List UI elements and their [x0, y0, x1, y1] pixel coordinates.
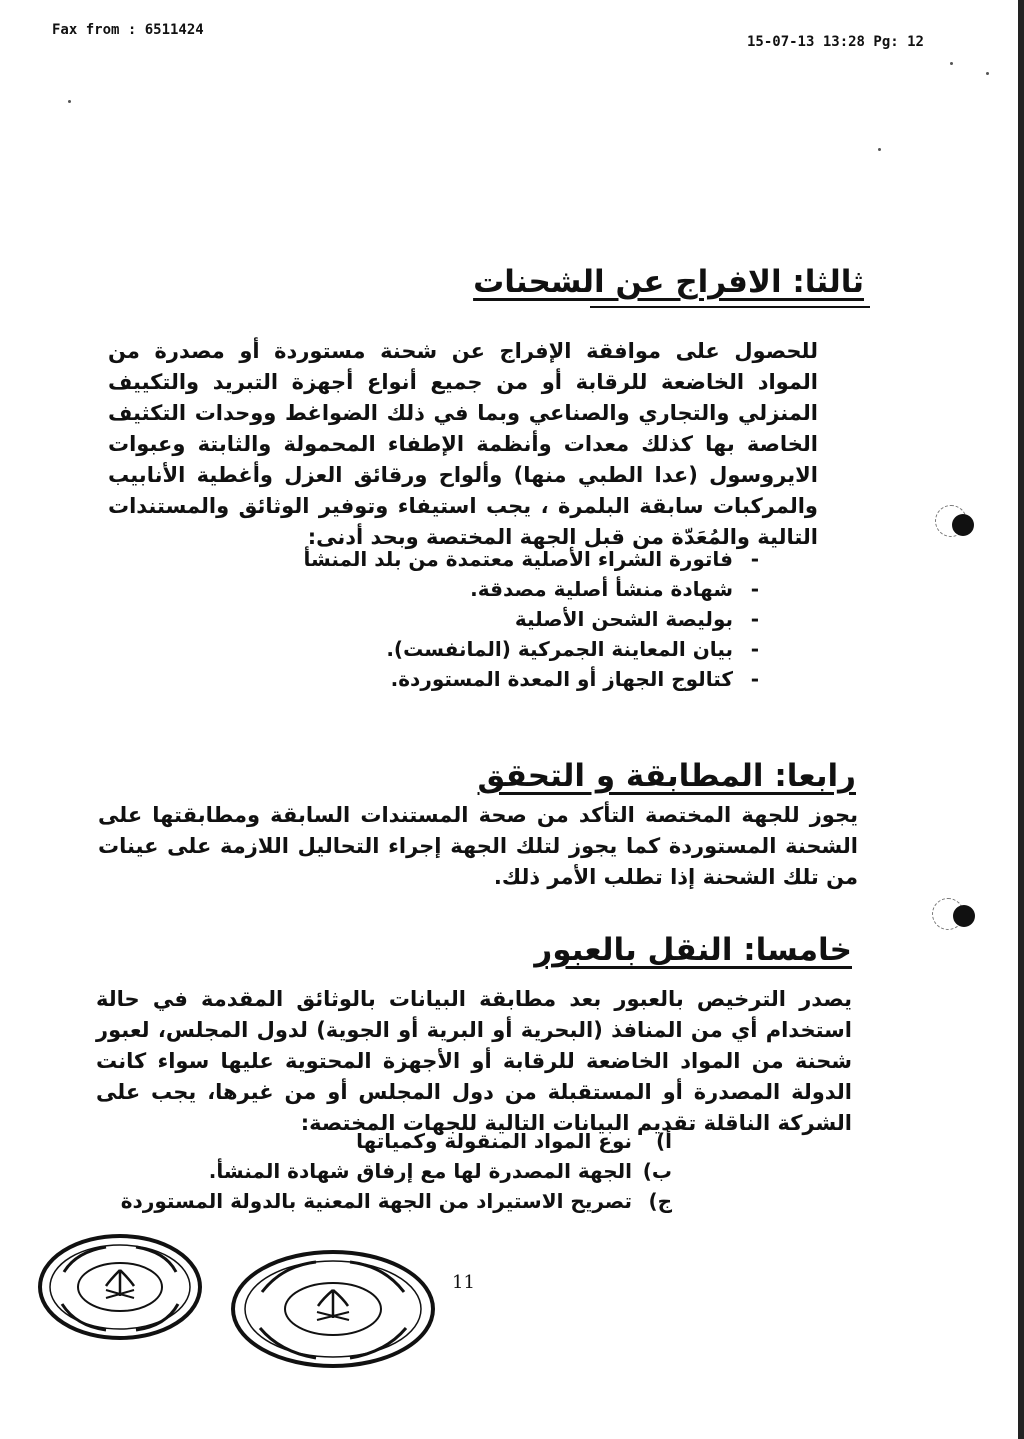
fax-from: Fax from : 6511424 — [52, 22, 204, 38]
section4-heading: رابعا: المطابقة و التحقق — [477, 758, 856, 794]
list-item: -فاتورة الشراء الأصلية معتمدة من بلد المنشأ — [303, 547, 759, 571]
section3-document-list — [239, 544, 759, 694]
punch-hole — [953, 905, 975, 927]
list-item: -كتالوج الجهاز أو المعدة المستوردة. — [390, 667, 759, 691]
scan-edge — [1018, 0, 1024, 1439]
section5-heading: خامسا: النقل بالعبور — [534, 932, 852, 968]
section5-data-list — [120, 1126, 672, 1216]
fax-datetime-page: 15-07-13 13:28 Pg: 12 — [746, 34, 924, 50]
list-item: ب)الجهة المصدرة لها مع إرفاق شهادة المنشأ. — [208, 1159, 672, 1183]
punch-hole — [952, 514, 974, 536]
fax-header — [52, 22, 924, 50]
page-number: 11 — [452, 1272, 475, 1293]
list-item: -شهادة منشأ أصلية مصدقة. — [470, 577, 759, 601]
section3-rule — [590, 306, 870, 308]
section4-paragraph: يجوز للجهة المختصة التأكد من صحة المستندات السابقة ومطابقتها على الشحنة المستوردة كما يجوز لتلك الجهة إجراء التحاليل اللازمة على عينات من تلك الشحنة إذا تطلب الأمر ذلك. — [98, 803, 858, 889]
scan-speck — [986, 72, 989, 75]
list-item: أ)نوع المواد المنقولة وكمياتها — [356, 1129, 672, 1153]
list-item: -بوليصة الشحن الأصلية — [514, 607, 759, 631]
scan-speck — [950, 62, 953, 65]
official-seal-left — [36, 1232, 204, 1342]
section5-paragraph: يصدر الترخيص بالعبور بعد مطابقة البيانات بالوثائق المقدمة في حالة استخدام أي من المنافذ (البحرية أو البرية أو الجوية) لدول المجلس، لعبور شحنة من المواد الخاضعة للرقابة أو الأجهزة المحتوية عليها سواء كانت الدولة المصدرة أو المستقبلة من دول المجلس أو من غيرها، يجب على الشركة الناقلة تقديم البيانات التالية للجهات المختصة: — [96, 987, 852, 1135]
scan-speck — [878, 148, 881, 151]
list-item: -بيان المعاينة الجمركية (المانفست). — [386, 637, 759, 661]
scan-speck — [68, 100, 71, 103]
section3-heading: ثالثا: الافراج عن الشحنات — [473, 264, 864, 300]
official-seal-right — [228, 1248, 438, 1370]
list-item: ج)تصريح الاستيراد من الجهة المعنية بالدولة المستوردة — [120, 1189, 672, 1213]
section3-paragraph: للحصول على موافقة الإفراج عن شحنة مستوردة أو مصدرة من المواد الخاضعة للرقابة أو من جميع أنواع أجهزة التبريد والتكييف المنزلي والتجاري والصناعي وبما في ذلك الضواغط ووحدات التكثيف الخاصة بها كذلك معدات وأنظمة الإطفاء المحمولة والثابتة وعبوات الايروسول (عدا الطبي منها) وألواح ورقائق العزل وأغطية الأنابيب والمركبات سابقة البلمرة ، يجب استيفاء وتوفير الوثائق والمستندات التالية والمُعَدّة من قبل الجهة المختصة وبحد أدنى: — [108, 339, 818, 549]
